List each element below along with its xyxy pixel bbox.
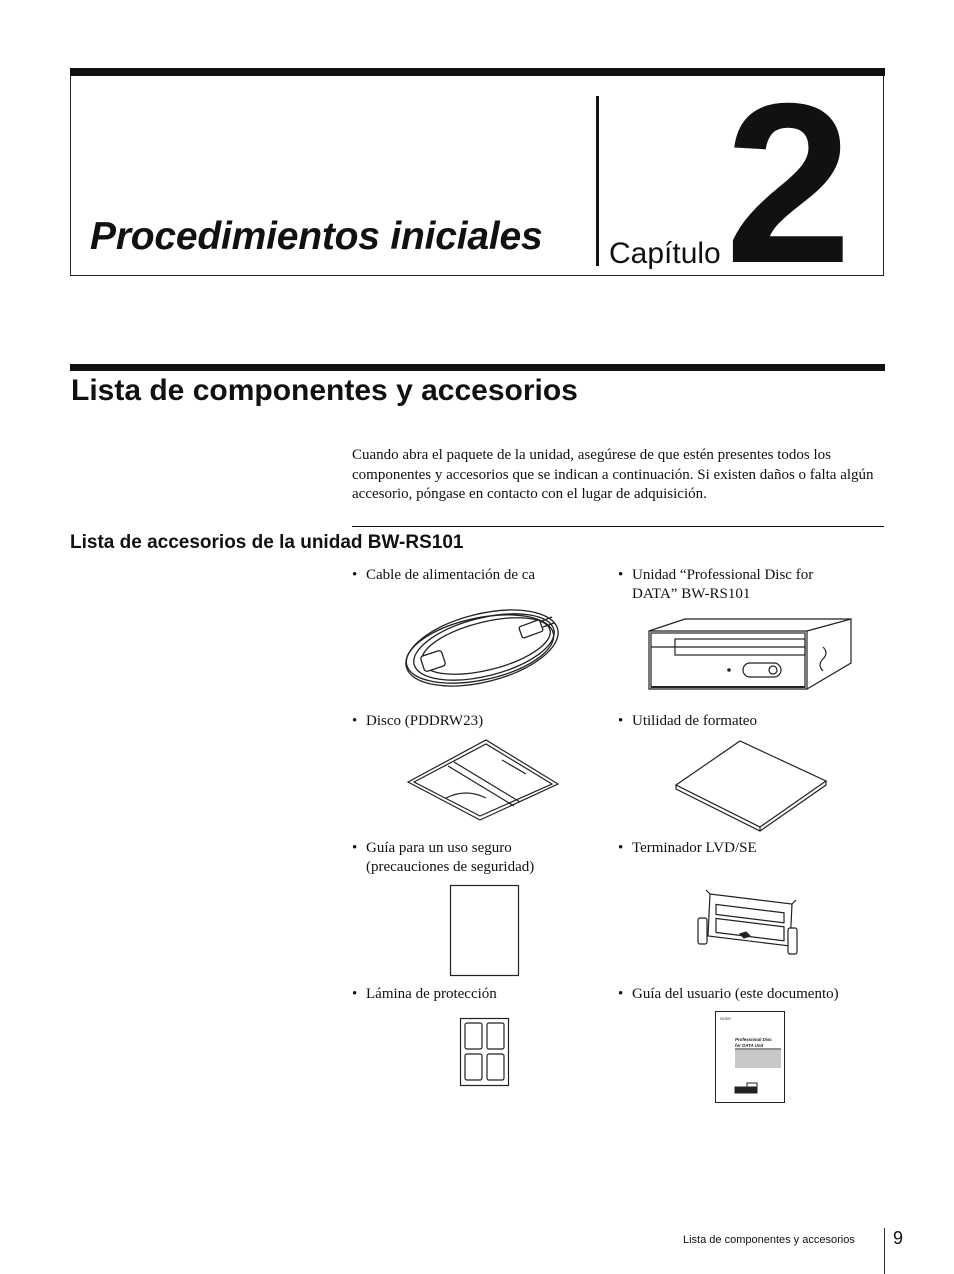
- item-label-line2: DATA” BW-RS101: [632, 586, 751, 602]
- bullet: •: [618, 840, 624, 856]
- item-label: Lámina de protección: [366, 986, 497, 1002]
- bullet: •: [618, 567, 624, 583]
- cover-title-line2: for DATA Unit: [735, 1043, 764, 1048]
- section-rule: [70, 364, 885, 371]
- item-label: Guía del usuario (este documento): [632, 986, 839, 1002]
- power-cable-illustration: [400, 603, 570, 691]
- chapter-number: 2: [725, 57, 848, 311]
- list-item-protection-sheet: [352, 985, 497, 1004]
- intro-paragraph: Cuando abra el paquete de la unidad, asegúrese de que estén presentes todos los componentes y accesorios que se indican a continuación. Si existen daños o falta algún accesorio, póngase en contacto con el lugar de adquisición.: [352, 447, 874, 502]
- bullet: •: [352, 840, 358, 856]
- footer-divider: [884, 1228, 885, 1274]
- page-number: 9: [893, 1228, 904, 1248]
- item-label-line1: Guía para un uso seguro: [366, 840, 512, 856]
- bullet: •: [618, 986, 624, 1002]
- safety-guide-booklet-illustration: [450, 885, 520, 977]
- chapter-title: Procedimientos iniciales: [90, 215, 543, 258]
- list-item-unit: [618, 566, 813, 604]
- item-label: Terminador LVD/SE: [632, 840, 757, 856]
- list-item-format-utility: [618, 712, 757, 731]
- cover-brand: SONY: [720, 1016, 732, 1021]
- item-label: Cable de alimentación de ca: [366, 567, 536, 583]
- list-item-safety-guide: [352, 839, 534, 877]
- chapter-divider: [596, 96, 599, 266]
- list-item-terminator: [618, 839, 757, 858]
- list-item-disc: [352, 712, 483, 731]
- item-label: Disco (PDDRW23): [366, 713, 484, 729]
- user-guide-cover-illustration: [715, 1011, 786, 1104]
- unit-illustration: [645, 617, 855, 693]
- section-title: Lista de componentes y accesorios: [71, 374, 578, 407]
- disc-cartridge-illustration: [406, 738, 561, 820]
- item-label-line1: Unidad “Professional Disc for: [632, 567, 814, 583]
- protection-sheet-illustration: [460, 1018, 510, 1086]
- cover-title-line1: Professional Disc: [735, 1037, 772, 1042]
- footer-section-name: Lista de componentes y accesorios: [683, 1234, 855, 1246]
- subsection-rule: [352, 526, 884, 527]
- bullet: •: [352, 567, 358, 583]
- bullet: •: [618, 713, 624, 729]
- terminator-illustration: [696, 888, 804, 958]
- format-utility-cd-case-illustration: [674, 739, 828, 829]
- bullet: •: [352, 713, 358, 729]
- item-label-line2: (precauciones de seguridad): [366, 859, 535, 875]
- item-label: Utilidad de formateo: [632, 713, 757, 729]
- list-item-power-cable: [352, 566, 535, 585]
- list-item-user-guide: [618, 985, 839, 1004]
- chapter-label: Capítulo: [609, 237, 721, 270]
- subsection-title: Lista de accesorios de la unidad BW-RS101: [70, 532, 464, 553]
- bullet: •: [352, 986, 358, 1002]
